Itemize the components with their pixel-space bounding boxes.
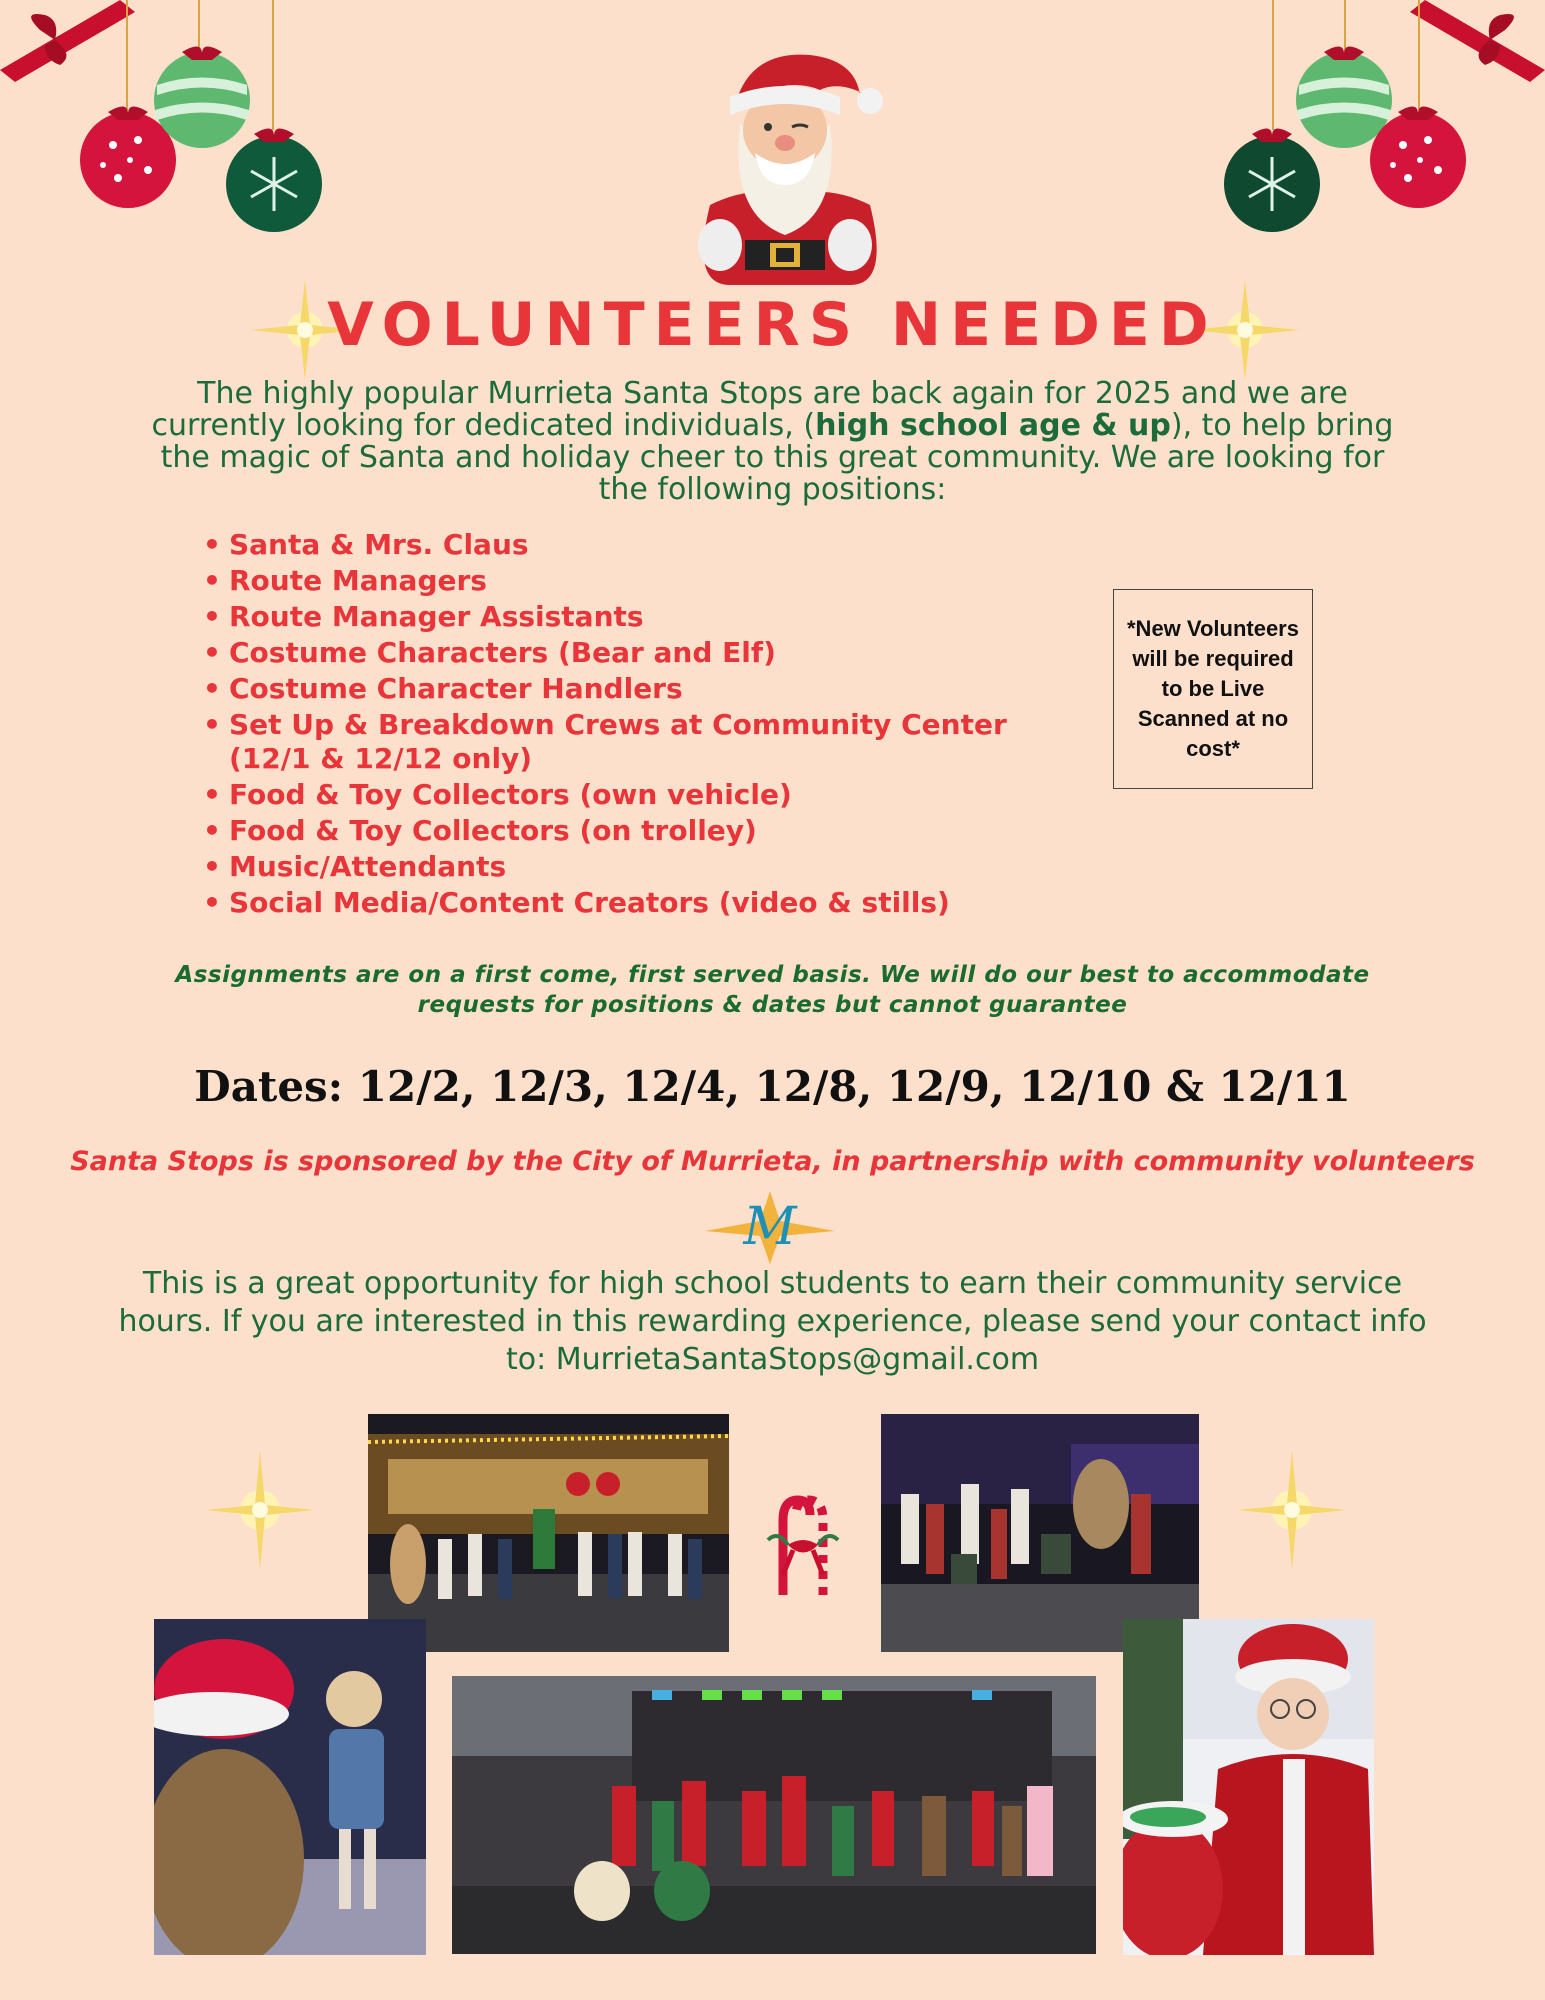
- list-item: • Social Media/Content Creators (video & stills): [229, 886, 1089, 920]
- ornament-icon: [1368, 100, 1468, 210]
- intro-age-emphasis: high school age & up: [815, 408, 1171, 443]
- positions-list: [195, 528, 1089, 922]
- photo-mrs-claus: [1123, 1619, 1374, 1955]
- photo-bear-children: [154, 1619, 426, 1955]
- ornament-string: [126, 0, 128, 110]
- sparkle-icon: [200, 1445, 320, 1575]
- ornament-icon: [224, 122, 324, 232]
- ornament-string: [272, 0, 274, 130]
- list-item: • Route Manager Assistants: [229, 600, 1089, 634]
- sponsor-note: Santa Stops is sponsored by the City of Murrieta, in partnership with community volunteers: [70, 1146, 1475, 1177]
- list-item: [229, 708, 1089, 776]
- city-logo: [700, 1186, 840, 1266]
- city-logo-letter: M: [743, 1197, 797, 1257]
- list-item: • Food & Toy Collectors (own vehicle): [229, 778, 1089, 812]
- event-dates: Dates: 12/2, 12/3, 12/4, 12/8, 12/9, 12/10 & 12/11: [194, 1062, 1351, 1111]
- intro-paragraph: [150, 378, 1395, 506]
- sparkle-icon: [1232, 1445, 1352, 1575]
- intro-text-end: ), to help bring the magic of Santa and holiday cheer to this great community. We are looking for the following positions:: [160, 408, 1394, 507]
- photo-group-trolley: [452, 1676, 1096, 1954]
- list-item-label: Set Up & Breakdown Crews at Community Center: [229, 708, 1007, 741]
- page-title: VOLUNTEERS NEEDED: [327, 290, 1218, 360]
- list-item: • Costume Characters (Bear and Elf): [229, 636, 1089, 670]
- list-item: • Food & Toy Collectors (on trolley): [229, 814, 1089, 848]
- bow-icon: [1405, 0, 1545, 90]
- intro-text: The highly popular Murrieta Santa Stops are back again for 2025 and we are currently looking for dedicated individuals, (: [151, 376, 1348, 443]
- candy-cane-icon: [758, 1490, 848, 1600]
- photo-trolley-volunteers: [368, 1414, 729, 1652]
- assignment-note: Assignments are on a first come, first served basis. We will do our best to accommodate requests for positions & dates but cannot guarantee: [175, 962, 1370, 1018]
- list-item: • Costume Character Handlers: [229, 672, 1089, 706]
- list-item-detail: (12/1 & 12/12 only): [229, 742, 533, 775]
- ornament-string: [1272, 0, 1274, 130]
- santa-illustration: [670, 35, 900, 285]
- ornament-string: [1418, 0, 1420, 110]
- photo-costume-group: [881, 1414, 1199, 1652]
- list-item: • Route Managers: [229, 564, 1089, 598]
- bow-icon: [0, 0, 140, 90]
- outro-paragraph: This is a great opportunity for high school students to earn their community service hours. If you are interested in this rewarding experience, please send your contact info to: MurrietaSantaStops@gmail.com: [118, 1266, 1427, 1377]
- list-item: • Music/Attendants: [229, 850, 1089, 884]
- list-item: • Santa & Mrs. Claus: [229, 528, 1089, 562]
- live-scan-notice: *New Volunteers will be required to be Live Scanned at no cost*: [1113, 589, 1313, 789]
